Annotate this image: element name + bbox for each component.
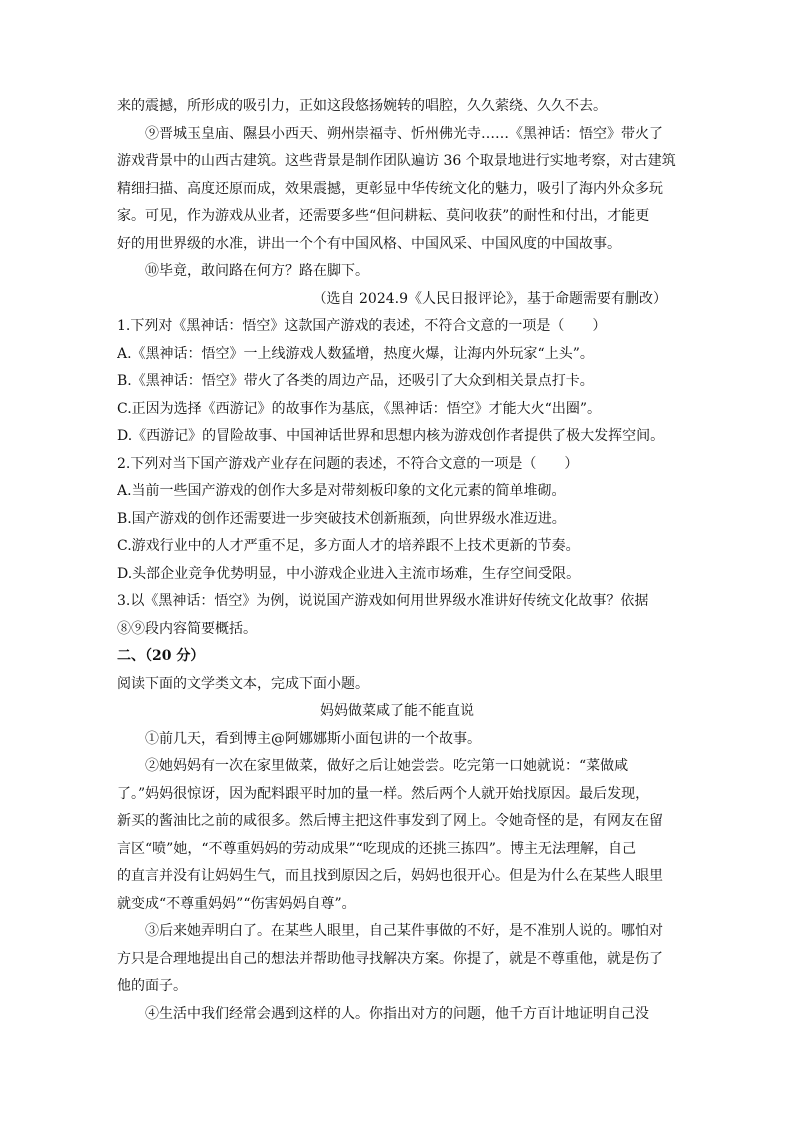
option-a: A.当前一些国产游戏的创作大多是对带刻板印象的文化元素的简单堆砌。: [117, 483, 566, 499]
question-1: [117, 313, 677, 451]
question-stem: 2.下列对当下国产游戏产业存在问题的表述，不符合文意的一项是（ ）: [117, 455, 579, 472]
paragraph-8-tail: 来的震撼，所形成的吸引力，正如这段悠扬婉转的唱腔，久久萦绕、久久不去。: [117, 98, 607, 114]
paragraph-line: 精细扫描、高度还原而成，效果震撼，更彰显中华传统文化的魅力，吸引了海内外众多玩: [117, 180, 663, 197]
paragraph-line: 好的用世界级的水准，讲出一个个有中国风格、中国风采、中国风度的中国故事。: [117, 235, 621, 252]
paragraph-line: 游戏背景中的山西古建筑。这些背景是制作团队遍访 36 个取景地进行实地考察，对古建筑: [117, 153, 676, 169]
paragraph-line: 了。”妈妈很惊讶，因为配料跟平时加的量一样。然后两个人就开始找原因。最后发现，: [117, 785, 650, 802]
story-paragraph-4: ④生活中我们经常会遇到这样的人。你指出对方的问题，他千方百计地证明自己没: [145, 1005, 649, 1022]
article-source: （选自 2024.9《人民日报评论》，基于命题需要有删改）: [312, 290, 667, 307]
paragraph-line: ②她妈妈有一次在家里做菜，做好之后让她尝尝。吃完第一口她就说：“菜做咸: [145, 758, 629, 774]
option-c: C.游戏行业中的人才严重不足，多方面人才的培养跟不上技术更新的节奏。: [117, 538, 580, 554]
paragraph-line: 就变成“不尊重妈妈”“伤害妈妈自尊”。: [117, 895, 356, 912]
option-b: B.《黑神话：悟空》带火了各类的周边产品，还吸引了大众到相关景点打卡。: [117, 373, 594, 389]
document-body: [117, 93, 677, 1028]
question-stem: 1.下列对《黑神话：悟空》这款国产游戏的表述，不符合文意的一项是（ ）: [117, 318, 607, 334]
story-paragraph-2: [117, 753, 677, 918]
paragraph-line: 家。可见，作为游戏从业者，还需要多些“但问耕耘、莫问收获”的耐性和付出，才能更: [117, 208, 650, 224]
paragraph-line: 方只是合理地提出自己的想法并帮助他寻找解决方案。你提了，就是不尊重他，就是伤了: [117, 950, 663, 967]
section-instruction: 阅读下面的文学类文本，完成下面小题。: [117, 675, 369, 692]
text-title: 妈妈做菜咸了能不能直说: [320, 703, 474, 719]
option-b: B.国产游戏的创作还需要进一步突破技术创新瓶颈，向世界级水准迈进。: [117, 510, 566, 527]
option-d: D.头部企业竞争优势明显，中小游戏企业进入主流市场难，生存空间受限。: [117, 565, 581, 582]
story-paragraph-3: [117, 918, 677, 1001]
question-stem-continued: ⑧⑨段内容简要概括。: [117, 620, 257, 637]
question-2: [117, 451, 677, 589]
paragraph-line: 新买的酱油比之前的咸很多。然后博主把这件事发到了网上。令她奇怪的是，有网友在留: [117, 813, 663, 829]
question-3: [117, 588, 677, 643]
paragraph-line: 的直言并没有让妈妈生气，而且找到原因之后，妈妈也很开心。但是为什么在某些人眼里: [117, 868, 663, 884]
paragraph-9: [117, 121, 677, 259]
option-a: A.《黑神话：悟空》一上线游戏人数猛增，热度火爆，让海内外玩家“上头”。: [117, 345, 594, 362]
paragraph-line: 他的面子。: [117, 978, 187, 994]
paragraph-line: ③后来她弄明白了。在某些人眼里，自己某件事做的不好，是不准别人说的。哪怕对: [145, 923, 663, 939]
paragraph-line: ⑨晋城玉皇庙、隰县小西天、朔州崇福寺、忻州佛光寺……《黑神话：悟空》带火了: [145, 125, 663, 142]
question-stem: 3.以《黑神话：悟空》为例，说说国产游戏如何用世界级水准讲好传统文化故事？依据: [117, 593, 649, 609]
option-c: C.正因为选择《西游记》的故事作为基底，《黑神话：悟空》才能大火“出圈”。: [117, 400, 601, 417]
story-paragraph-1: ①前几天，看到博主@阿娜娜斯小面包讲的一个故事。: [145, 730, 481, 747]
paragraph-10: ⑩毕竟，敢问路在何方？路在脚下。: [145, 263, 369, 279]
option-d: D.《西游记》的冒险故事、中国神话世界和思想内核为游戏创作者提供了极大发挥空间。: [117, 428, 665, 444]
section-heading: 二、（20 分）: [117, 648, 205, 664]
paragraph-line: 言区“喷”她，“不尊重妈妈的劳动成果”“吃现成的还挑三拣四”。博主无法理解，自己: [117, 840, 636, 857]
